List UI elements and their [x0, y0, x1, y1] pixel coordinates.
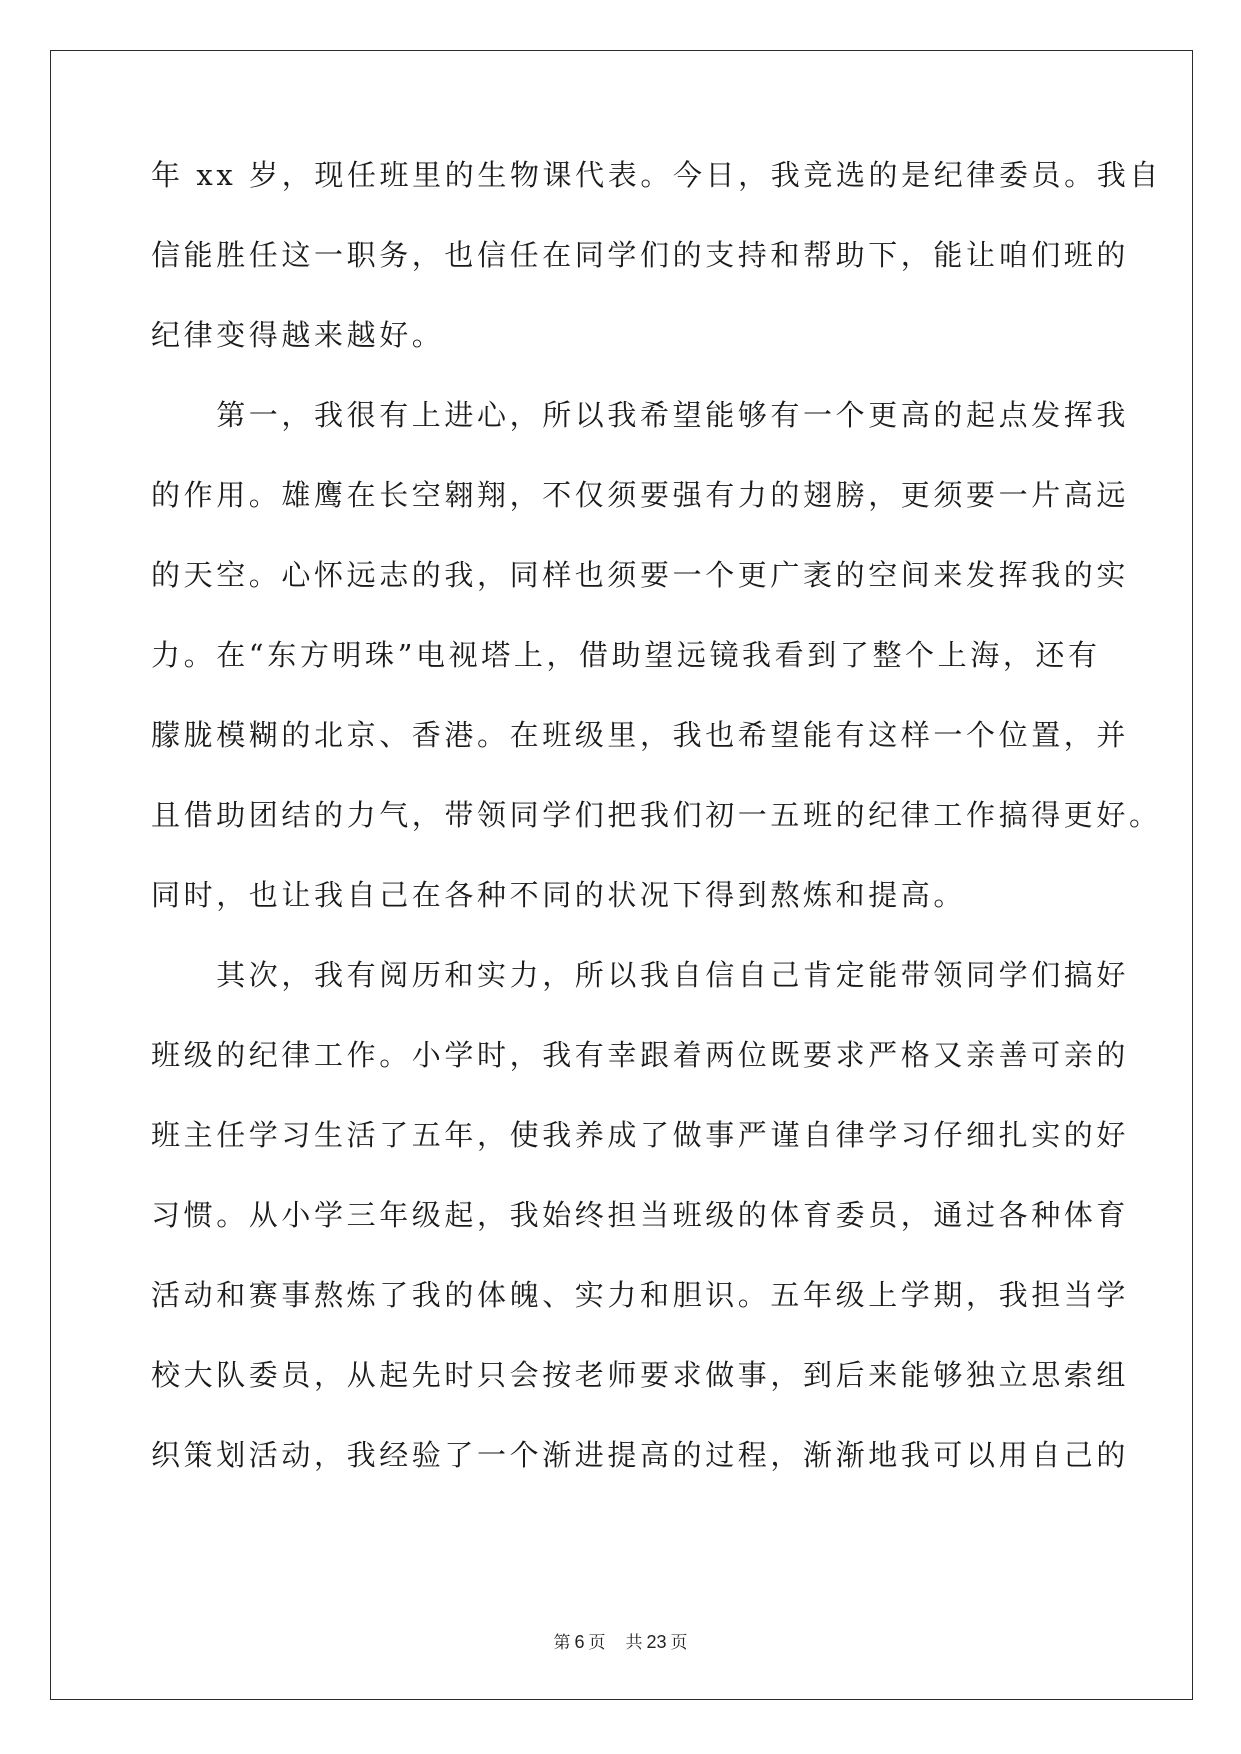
page-unit: 页 — [588, 1633, 606, 1653]
text-line: 信能胜任这一职务，也信任在同学们的支持和帮助下，能让咱们班的 — [151, 238, 1130, 272]
total-prefix: 共 — [625, 1633, 643, 1653]
text-line: 的作用。雄鹰在长空翱翔，不仅须要强有力的翅膀，更须要一片高远 — [151, 478, 1130, 512]
page-prefix: 第 — [553, 1633, 571, 1653]
text-line: 活动和赛事熬炼了我的体魄、实力和胆识。五年级上学期，我担当学 — [151, 1278, 1130, 1312]
text-line: 其次，我有阅历和实力，所以我自信自己肯定能带领同学们搞好 — [151, 958, 1130, 992]
text-line: 同时，也让我自己在各种不同的状况下得到熬炼和提高。 — [151, 878, 967, 912]
text-line: 习惯。从小学三年级起，我始终担当班级的体育委员，通过各种体育 — [151, 1198, 1130, 1232]
text-line: 年 xx 岁，现任班里的生物课代表。今日，我竞选的是纪律委员。我自 — [151, 158, 1162, 192]
text-line: 校大队委员，从起先时只会按老师要求做事，到后来能够独立思索组 — [151, 1358, 1130, 1392]
text-line: 的天空。心怀远志的我，同样也须要一个更广袤的空间来发挥我的实 — [151, 558, 1130, 592]
text-line: 纪律变得越来越好。 — [151, 318, 445, 352]
text-line: 第一，我很有上进心，所以我希望能够有一个更高的起点发挥我 — [151, 398, 1130, 432]
text-line: 力。在“东方明珠”电视塔上，借助望远镜我看到了整个上海，还有 — [151, 638, 1101, 672]
text-line: 且借助团结的力气，带领同学们把我们初一五班的纪律工作搞得更好。 — [151, 798, 1162, 832]
page-current-number: 6 — [574, 1632, 585, 1652]
document-body — [151, 158, 1162, 1520]
text-line: 班级的纪律工作。小学时，我有幸跟着两位既要求严格又亲善可亲的 — [151, 1038, 1130, 1072]
text-line: 织策划活动，我经验了一个渐进提高的过程，渐渐地我可以用自己的 — [151, 1438, 1130, 1472]
text-line: 朦胧模糊的北京、香港。在班级里，我也希望能有这样一个位置，并 — [151, 718, 1130, 752]
page-footer — [0, 1628, 1241, 1653]
text-line: 班主任学习生活了五年，使我养成了做事严谨自律学习仔细扎实的好 — [151, 1118, 1130, 1152]
total-unit: 页 — [670, 1633, 688, 1653]
page-total-number: 23 — [646, 1632, 667, 1652]
